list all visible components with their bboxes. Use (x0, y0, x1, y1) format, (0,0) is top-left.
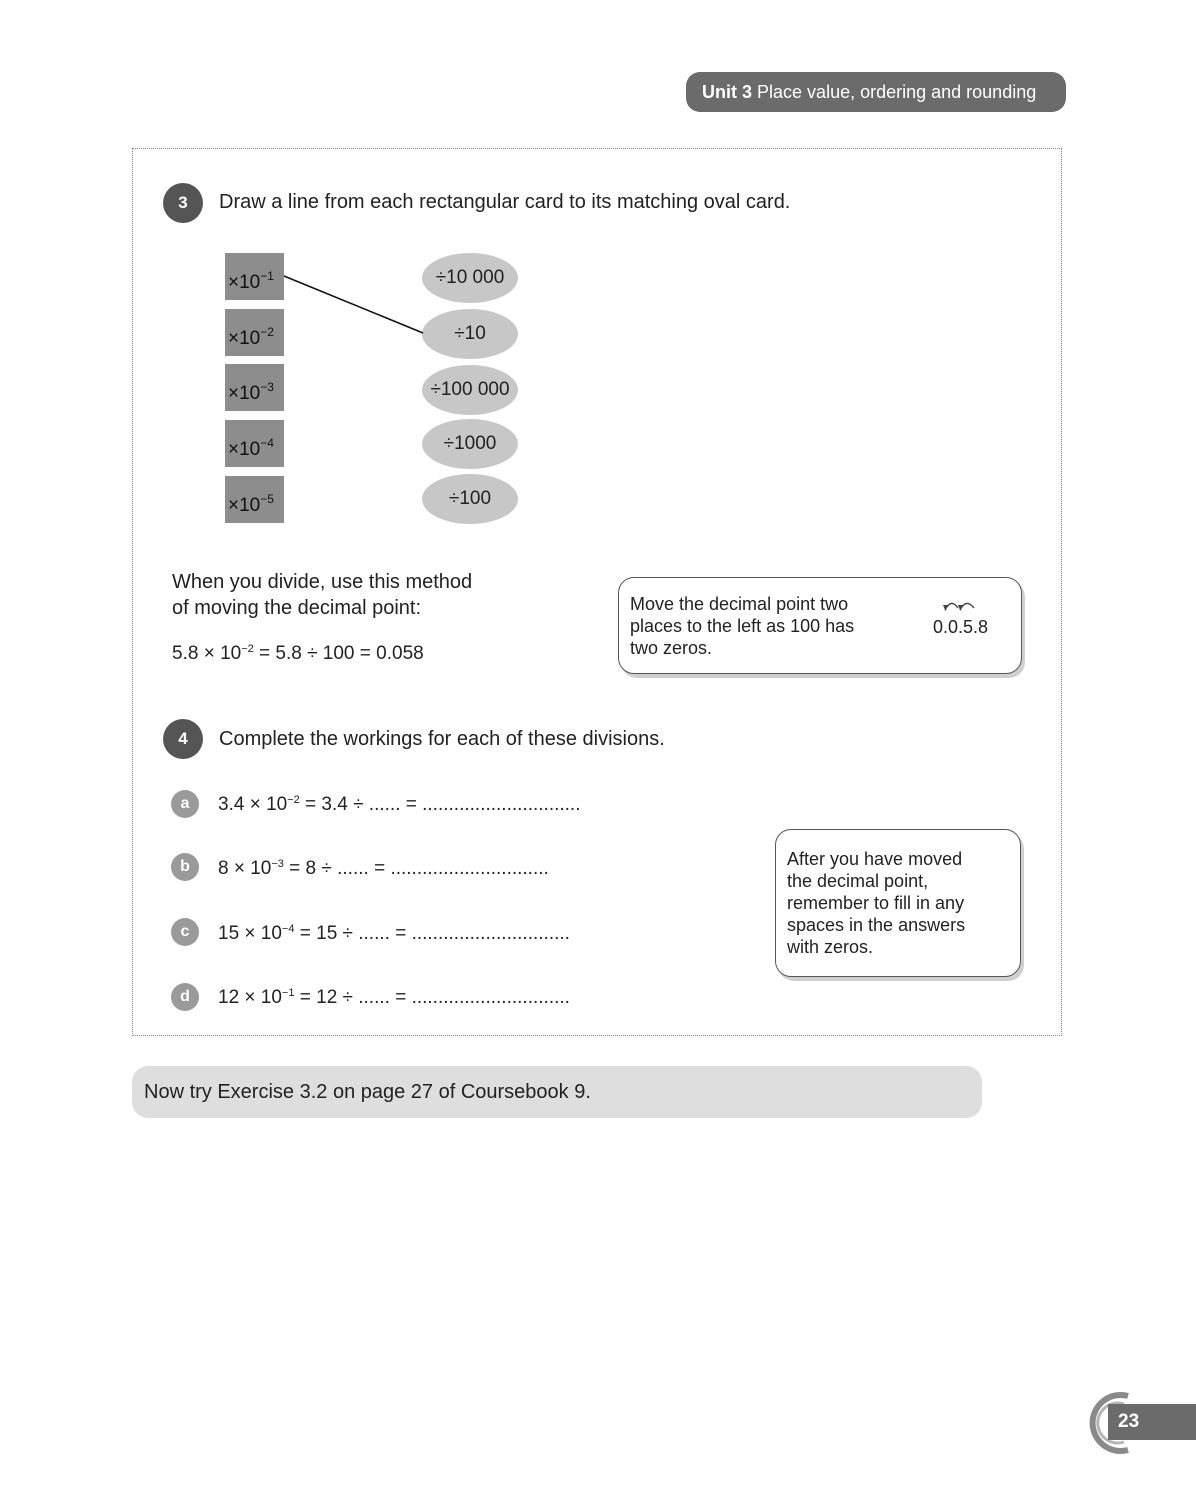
question-4-number: 4 (163, 719, 203, 759)
decimal-tip-line-2: places to the left as 100 has (630, 616, 855, 636)
question-3-prompt: Draw a line from each rectangular card to its matching oval card. (219, 191, 791, 213)
zeros-tip-line-1: After you have moved (787, 849, 963, 869)
item-a-working[interactable]: $3.4 \times 10^{-2} = 3.4$ ÷ ...... = .............................. (218, 794, 581, 815)
item-d-letter: d (171, 983, 199, 1011)
zeros-tip-line-4: spaces in the answers (787, 915, 966, 935)
item-a-letter: a (171, 790, 199, 818)
decimal-tip-number: 0.0.5.8 (933, 617, 989, 637)
item-c-letter: c (171, 918, 199, 946)
oval-card-1[interactable]: ÷10 000 (422, 253, 518, 303)
rect-card-5[interactable]: $\times 10^{-5}$ (225, 476, 284, 523)
item-b-working[interactable]: $8 \times 10^{-3} = 8$ ÷ ...... = .............................. (218, 858, 549, 879)
rect-card-1[interactable]: $\times 10^{-1}$ (225, 253, 284, 300)
zeros-tip-line-2: the decimal point, (787, 871, 929, 891)
oval-card-5[interactable]: ÷100 (422, 474, 518, 524)
zeros-tip-line-5: with zeros. (787, 937, 874, 957)
move-arrows-icon (941, 596, 987, 616)
rect-card-3[interactable]: $\times 10^{-3}$ (225, 364, 284, 411)
method-text-line-1: When you divide, use this method (172, 571, 473, 593)
method-example: $5.8 \times 10^{-2} = 5.8 \div 100 = 0.058$ (172, 643, 424, 664)
page-number: 23 (1108, 1404, 1196, 1440)
zeros-tip-box (775, 829, 1021, 977)
zeros-tip-line-3: remember to fill in any (787, 893, 965, 913)
rect-card-4[interactable]: $\times 10^{-4}$ (225, 420, 284, 467)
method-text-line-2: of moving the decimal point: (172, 597, 422, 619)
item-b-letter: b (171, 853, 199, 881)
decimal-tip-line-1: Move the decimal point two (630, 594, 849, 614)
oval-card-4[interactable]: ÷1000 (422, 419, 518, 469)
question-4-prompt: Complete the workings for each of these divisions. (219, 728, 665, 750)
item-d-working[interactable]: $12 \times 10^{-1} = 12$ ÷ ...... = .............................. (218, 987, 570, 1008)
oval-card-3[interactable]: ÷100 000 (422, 365, 518, 415)
item-c-working[interactable]: $15 \times 10^{-4} = 15$ ÷ ...... = .............................. (218, 923, 570, 944)
question-3-number: 3 (163, 183, 203, 223)
oval-card-2[interactable]: ÷10 (422, 309, 518, 359)
unit-title: Place value, ordering and rounding (757, 82, 1037, 102)
unit-label: Unit 3 (702, 82, 753, 102)
decimal-tip-box (618, 577, 1022, 674)
rect-card-2[interactable]: $\times 10^{-2}$ (225, 309, 284, 356)
now-try-banner: Now try Exercise 3.2 on page 27 of Coursebook 9. (132, 1066, 982, 1118)
decimal-tip-line-3: two zeros. (630, 638, 713, 658)
